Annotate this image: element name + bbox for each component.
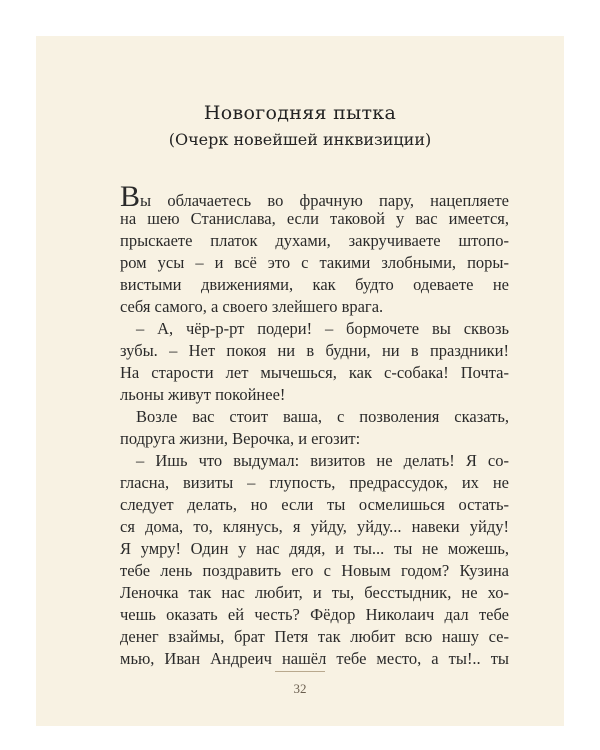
text-line: ром усы – и всё это с такими злобными, поры- [120,253,509,272]
page-number: 32 [293,681,307,696]
text-line: тебе лень поздравить его с Новым годом? Кузина [120,561,509,580]
text-line: зубы. – Нет покоя ни в будни, ни в праздники! [120,341,509,360]
text-line: мью, Иван Андреич нашёл тебе место, а ты!.. ты [120,649,509,668]
text-line: льоны живут покойнее! [120,385,286,404]
text-line: вистыми движениями, как будто одеваете не [120,275,509,294]
text-line: Возле вас стоит ваша, с позволения сказать, [136,407,509,426]
text-line: – А, чёр-р-рт подери! – бормочете вы сквозь [136,319,509,338]
text-line: Я умру! Один у нас дядя, и ты... ты не можешь, [120,539,509,558]
body-text [120,180,509,670]
text-line: На старости лет мычешься, как с-собака! Почта- [120,363,509,382]
text-line: гласна, визиты – глупость, предрассудок, их не [120,473,509,492]
chapter-subtitle: (Очерк новейшей инквизиции) [168,130,432,149]
chapter-title: Новогодняя пытка [203,102,397,124]
text-line: прыскаете платок духами, закручиваете штопо- [120,231,509,250]
text-line: – Ишь что выдумал: визитов не делать! Я со- [136,451,509,470]
footer-divider [275,671,325,672]
text-line: себя самого, а своего злейшего врага. [120,297,384,316]
text-line: Вы облачаетесь во фрачную пару, нацепляете [120,180,509,213]
text-line: денег взаймы, брат Петя так любит всю нашу се- [120,627,509,646]
text-line: Леночка так нас любит, и ты, бесстыдник, не хо- [120,583,509,602]
text-line: чешь оказать ей честь? Фёдор Николаич дал тебе [120,605,509,624]
book-page [36,36,564,726]
text-line: на шею Станислава, если таковой у вас имеется, [120,209,509,228]
text-line: ся дома, то, клянусь, я уйду, уйду... навеки уйду! [120,517,509,536]
drop-cap: В [120,180,141,213]
text-line: следует делать, но если ты осмелишься остать- [120,495,509,514]
text-line: подруга жизни, Верочка, и егозит: [120,429,361,448]
